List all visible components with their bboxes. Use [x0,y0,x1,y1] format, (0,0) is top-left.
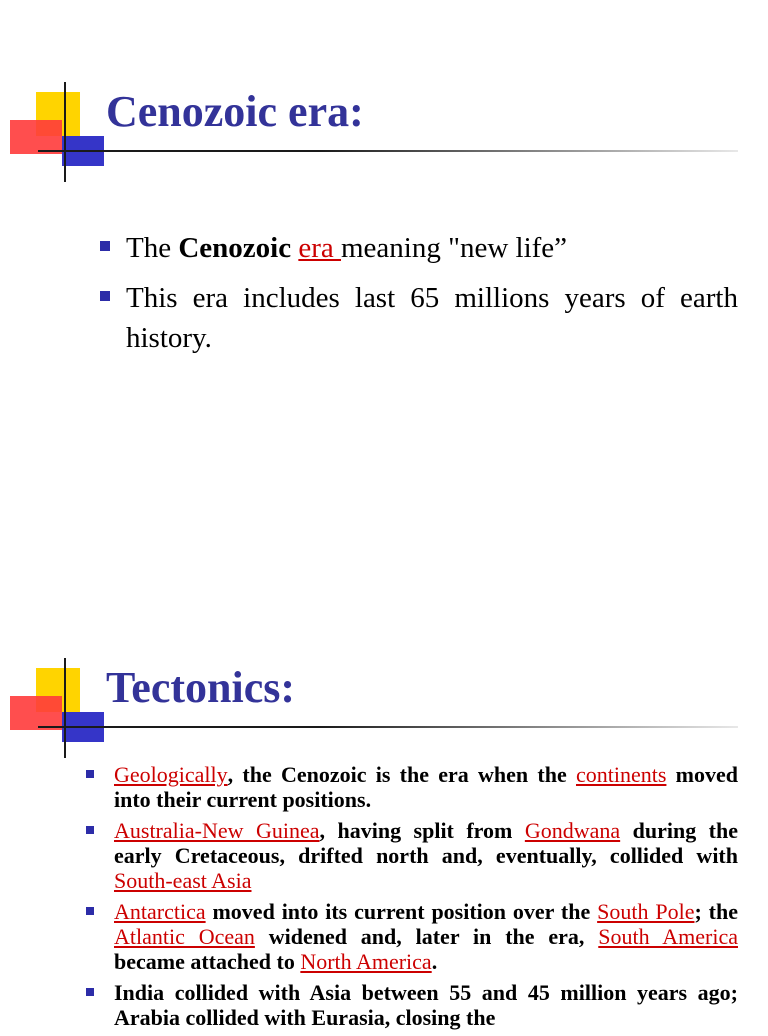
list-item [96,228,738,268]
title-underline-rule [38,150,738,152]
text: moved into their current positions. [114,762,738,812]
south-pole-link[interactable]: South Pole [597,899,695,924]
north-america-link[interactable]: North America [300,949,432,974]
bold-term: Cenozoic [178,232,292,264]
list-item [86,899,738,974]
atlantic-ocean-link[interactable]: Atlantic Ocean [114,924,255,949]
south-east-asia-link[interactable]: South-east Asia [114,868,252,893]
title-underline-rule [38,726,738,728]
bullet-square-icon [86,826,94,834]
text: ; the [694,899,738,924]
slide-tectonics [0,600,768,1030]
bullet-square-icon [86,988,94,996]
text: moved into its current position over the [205,899,598,924]
gondwana-link[interactable]: Gondwana [524,818,621,843]
text: . [431,949,438,974]
logo-red-square [10,696,62,730]
continents-link[interactable]: continents [575,762,667,787]
slide-title: Cenozoic era: [106,87,364,136]
logo-vertical-rule [64,658,66,758]
slide-logo-icon [10,658,120,758]
list-item [96,278,738,358]
australia-new-guinea-link[interactable]: Australia-New Guinea [114,818,320,843]
logo-vertical-rule [64,82,66,182]
text: during the early Cretaceous, drifted north and, eventually, collided with [114,818,738,868]
text: The [126,232,179,264]
bullet-square-icon [86,907,94,915]
list-item [86,762,738,812]
logo-red-square [10,120,62,154]
slide-logo-icon [10,82,120,182]
text: became attached to [114,949,301,974]
bullet-list [86,762,738,1036]
bullet-square-icon [100,241,110,251]
text: meaning "new life” [341,232,568,264]
text: This era includes last 65 millions years of earth history. [126,282,738,354]
bullet-list [96,228,738,368]
list-item [86,818,738,893]
text: , having split from [319,818,525,843]
era-link[interactable]: era [298,232,341,264]
geologically-link[interactable]: Geologically [114,762,228,787]
bullet-square-icon [100,291,110,301]
bullet-square-icon [86,770,94,778]
list-item [86,980,738,1030]
antarctica-link[interactable]: Antarctica [114,899,206,924]
text: India collided with Asia between 55 and 45 million years ago; Arabia collided with Eurasia, closing the [114,980,738,1030]
south-america-link[interactable]: South America [598,924,738,949]
text: , the Cenozoic is the era when the [227,762,576,787]
slide-title: Tectonics: [106,663,296,712]
text: widened and, later in the era, [254,924,599,949]
